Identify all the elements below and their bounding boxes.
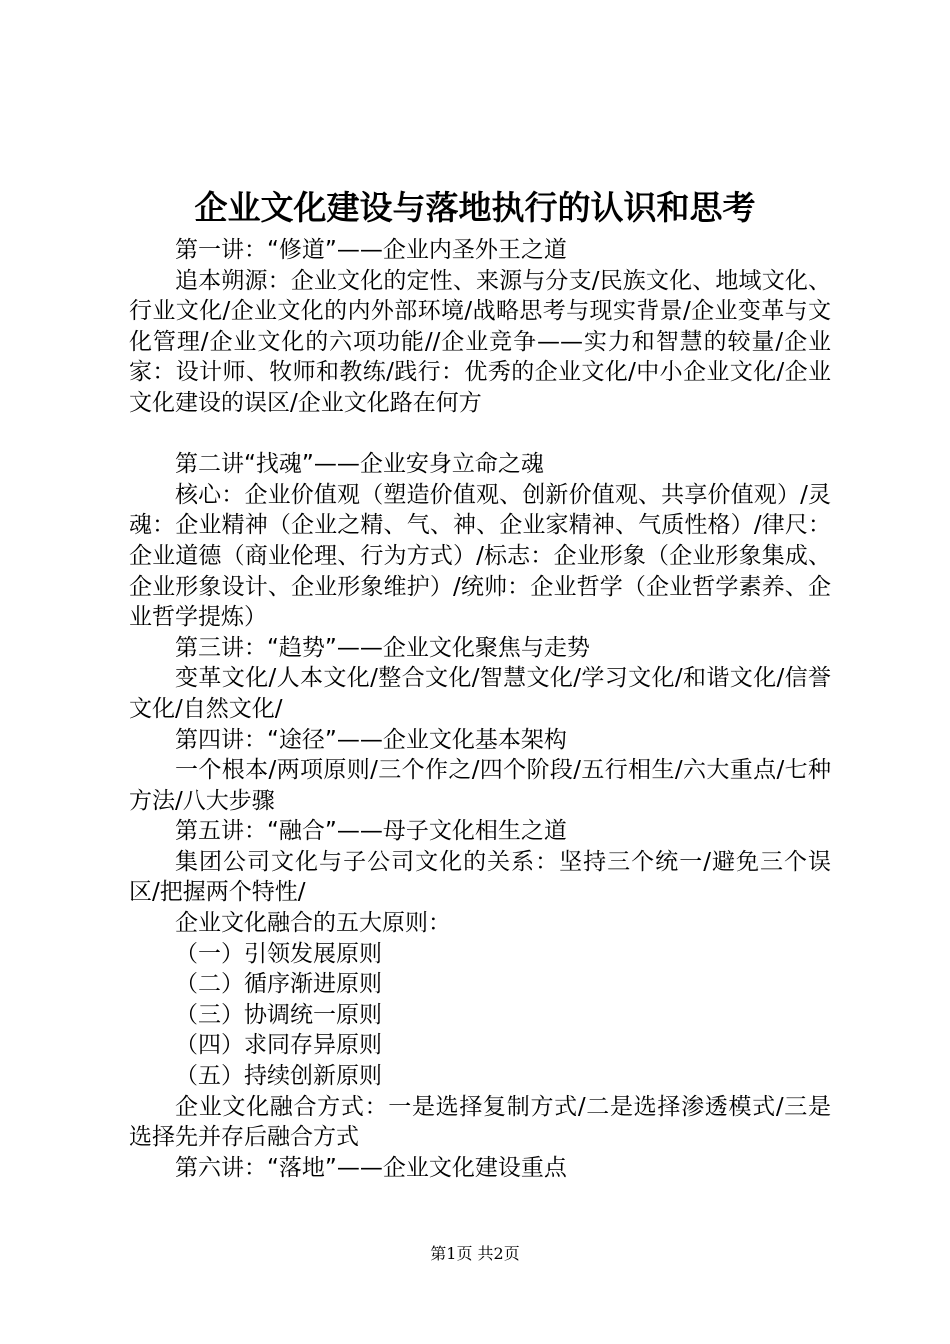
lecture-3-content: 变革文化/人本文化/整合文化/智慧文化/学习文化/和谐文化/信誉文化/自然文化/ (129, 665, 831, 722)
fusion-methods: 企业文化融合方式：一是选择复制方式/二是选择渗透模式/三是选择先并存后融合方式 (129, 1093, 831, 1151)
principle-item: （四）求同存异原则 (175, 1032, 382, 1059)
lecture-1-content: 追本朔源：企业文化的定性、来源与分支/民族文化、地域文化、行业文化/企业文化的内外部环境/战略思考与现实背景/企业变革与文化管理/企业文化的六项功能//企业竞争——实力和智慧的较量/企业家：设计师、牧师和教练/践行：优秀的企业文化/中小企业文化/企业文化建设的误区/企业文化路在何方 (129, 267, 831, 416)
principle-item: （五）持续创新原则 (175, 1063, 382, 1090)
lecture-5-heading: 第五讲：“融合”——母子文化相生之道 (175, 818, 567, 845)
lecture-1-heading: 第一讲：“修道”——企业内圣外王之道 (175, 237, 567, 263)
lecture-5-content: 集团公司文化与子公司文化的关系：坚持三个统一/避免三个误区/把握两个特性/ (129, 848, 831, 906)
principle-item: （二）循序渐进原则 (175, 971, 382, 998)
document-body (129, 235, 831, 1183)
page-footer: 第1页 共2页 (430, 1244, 520, 1263)
lecture-2-content: 核心：企业价值观（塑造价值观、创新价值观、共享价值观）/灵魂：企业精神（企业之精、气、神、企业家精神、气质性格）/律尺：企业道德（商业伦理、行为方式）/标志：企业形象（企业形象集成、企业形象设计、企业形象维护）/统帅：企业哲学（企业哲学素养、企业哲学提炼） (129, 481, 831, 631)
principle-item: （三）协调统一原则 (175, 1001, 382, 1028)
principle-item: （一）引领发展原则 (175, 940, 382, 967)
lecture-4-content: 一个根本/两项原则/三个作之/四个阶段/五行相生/六大重点/七种方法/八大步骤 (129, 757, 831, 814)
principles-intro: 企业文化融合的五大原则： (175, 910, 451, 937)
lecture-3-heading: 第三讲：“趋势”——企业文化聚焦与走势 (175, 634, 590, 661)
lecture-4-heading: 第四讲：“途径”——企业文化基本架构 (175, 726, 567, 753)
lecture-2-heading: 第二讲“找魂”——企业安身立命之魂 (175, 451, 544, 478)
document-title: 企业文化建设与落地执行的认识和思考 (194, 188, 756, 227)
lecture-6-heading: 第六讲：“落地”——企业文化建设重点 (175, 1154, 567, 1181)
blank-line (129, 419, 831, 450)
